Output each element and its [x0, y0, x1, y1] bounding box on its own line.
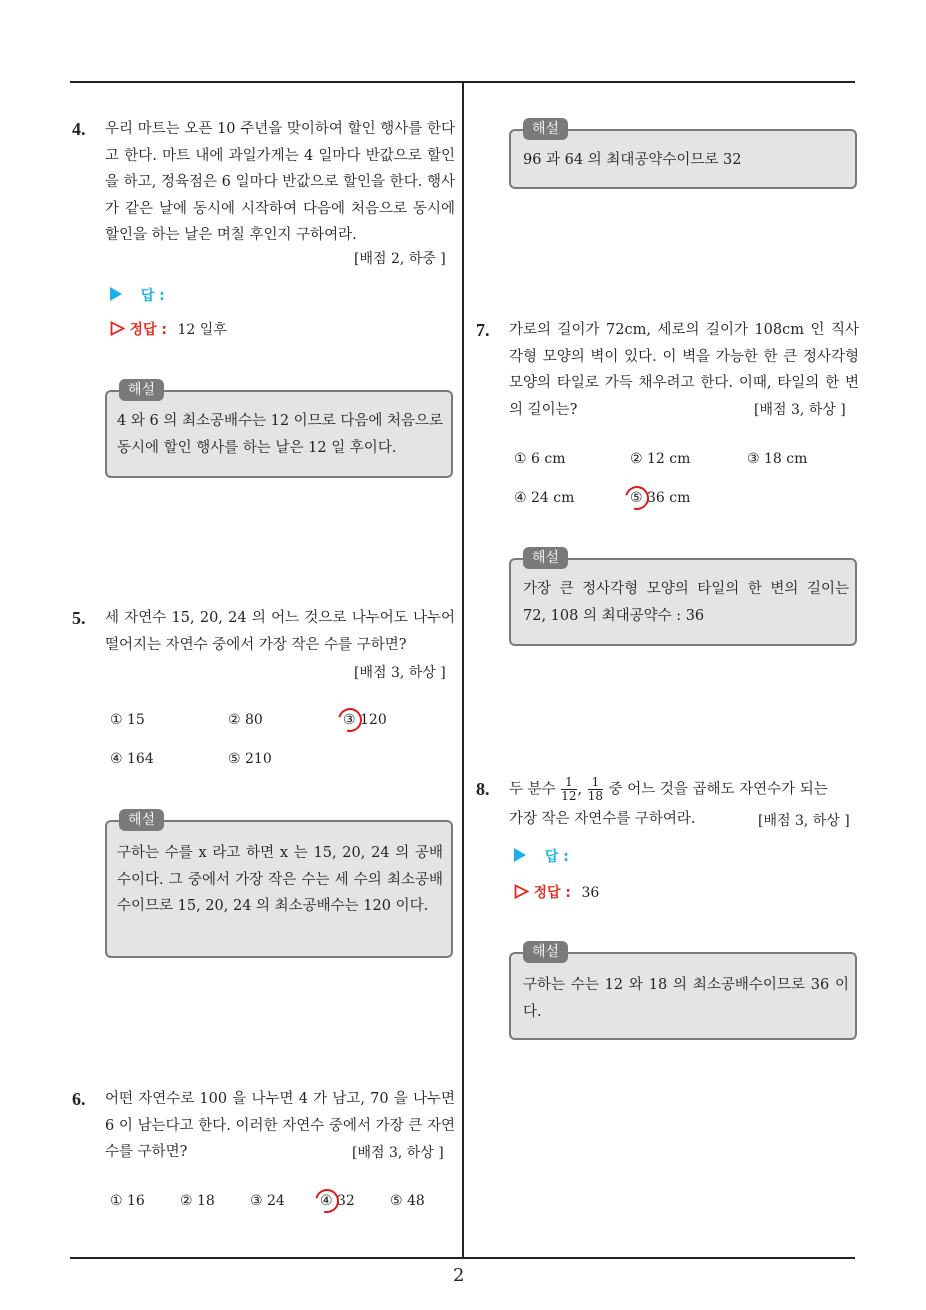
page-number: 2 — [453, 1265, 465, 1286]
question-number: 6. — [72, 1089, 86, 1109]
option-5[interactable]: ⑤ 36 cm — [630, 490, 691, 506]
option-2[interactable]: ② 80 — [228, 712, 263, 728]
answer-row — [110, 285, 165, 305]
question-number: 8. — [476, 779, 490, 799]
answer-label: 답 : — [544, 849, 569, 865]
hollow-triangle-icon — [514, 884, 529, 899]
explanation-tag: 해설 — [523, 118, 568, 140]
option-2[interactable]: ② 12 cm — [630, 451, 691, 467]
selected-answer-circle — [621, 482, 654, 515]
option-4[interactable]: ④ 32 — [320, 1193, 355, 1209]
question-text: 세 자연수 15, 20, 24 의 어느 것으로 나누어도 나누어 떨어지는 자연수 중에서 가장 작은 수를 구하면? — [105, 610, 455, 653]
explanation-tag: 해설 — [119, 379, 164, 401]
question-5 — [72, 605, 457, 665]
option-1[interactable]: ① 15 — [110, 712, 145, 728]
answer-label: 답 : — [140, 288, 165, 304]
explanation-text: 구하는 수를 x 라고 하면 x 는 15, 20, 24 의 공배수이다. 그 중에서 가장 작은 수는 세 수의 최소공배수이므로 15, 20, 24 의 최소공배수는 120 이다. — [117, 845, 443, 914]
fraction-separator: , — [577, 781, 583, 798]
option-1[interactable]: ① 6 cm — [514, 451, 566, 467]
explanation-tag: 해설 — [523, 941, 568, 963]
play-icon — [514, 848, 526, 862]
explanation-box — [509, 944, 857, 1040]
explanation-text: 96 과 64 의 최대공약수이므로 32 — [523, 152, 742, 168]
play-icon — [110, 287, 122, 301]
explanation-text: 4 와 6 의 최소공배수는 12 이므로 다음에 처음으로 동시에 할인 행사를 하는 날은 12 일 후이다. — [117, 413, 443, 456]
explanation-text: 구하는 수는 12 와 18 의 최소공배수이므로 36 이다. — [523, 977, 849, 1020]
option-5[interactable]: ⑤ 48 — [390, 1193, 425, 1209]
hollow-triangle-icon — [110, 321, 125, 336]
question-text — [509, 776, 864, 803]
explanation-text: 가장 큰 정사각형 모양의 타일의 한 변의 길이는 72, 108 의 최대공약수 : 36 — [523, 581, 849, 624]
explanation-box — [105, 382, 453, 478]
option-3[interactable]: ③ 24 — [250, 1193, 285, 1209]
question-text-after: 중 어느 것을 곱해도 자연수가 되는 — [608, 781, 828, 798]
question-text: 어떤 자연수로 100 을 나누면 4 가 남고, 70 을 나누면 6 이 남는다고 한다. 이러한 자연수 중에서 가장 큰 자연수를 구하면? — [105, 1091, 455, 1160]
option-5[interactable]: ⑤ 210 — [228, 751, 272, 767]
question-text: 가로의 길이가 72cm, 세로의 길이가 108cm 인 직사각형 모양의 벽이 있다. 이 벽을 가능한 한 큰 정사각형 모양의 타일로 가득 채우려고 한다. 이때, 타일의 한 변의 길이는? — [509, 322, 859, 418]
score-meta: [배점 3, 하상 ] — [754, 402, 846, 418]
fraction-2: $\frac{1}{18}$ — [587, 775, 604, 803]
correct-value: 12 일후 — [177, 322, 227, 338]
correct-answer-row — [514, 882, 599, 902]
answer-row — [514, 846, 569, 866]
correct-answer-row — [110, 319, 227, 339]
fraction-1: $\frac{1}{12}$ — [561, 775, 577, 803]
explanation-tag: 해설 — [523, 547, 568, 569]
question-text-before: 두 분수 — [509, 781, 556, 798]
score-meta: [배점 3, 하상 ] — [352, 1145, 444, 1161]
question-number: 4. — [72, 119, 86, 139]
option-3[interactable]: ③ 120 — [343, 712, 387, 728]
option-3[interactable]: ③ 18 cm — [747, 451, 808, 467]
question-text-line2: 가장 작은 자연수를 구하여라. — [509, 811, 696, 827]
score-meta: [배점 3, 하상 ] — [354, 665, 446, 681]
option-1[interactable]: ① 16 — [110, 1193, 145, 1209]
score-meta: [배점 3, 하상 ] — [758, 813, 850, 829]
option-2[interactable]: ② 18 — [180, 1193, 215, 1209]
option-4[interactable]: ④ 164 — [110, 751, 154, 767]
option-4[interactable]: ④ 24 cm — [514, 490, 575, 506]
explanation-box — [105, 812, 453, 958]
bottom-rule — [70, 1257, 855, 1259]
selected-answer-circle — [334, 704, 367, 737]
explanation-tag: 해설 — [119, 809, 164, 831]
selected-answer-circle — [311, 1185, 344, 1218]
explanation-box — [509, 550, 857, 646]
score-meta: [배점 2, 하중 ] — [354, 251, 446, 267]
correct-label: 정답 : — [129, 322, 167, 338]
question-number: 5. — [72, 608, 86, 628]
question-text: 우리 마트는 오픈 10 주년을 맞이하여 할인 행사를 한다고 한다. 마트 내에 과일가게는 4 일마다 반값으로 할인을 하고, 정육점은 6 일마다 반값으로 할인을 한다. 행사가 같은 날에 동시에 시작하여 다음에 처음으로 동시에 할인을 하는 날은 며칠 후인지 구하여라. — [105, 121, 455, 243]
column-divider — [462, 82, 464, 1257]
correct-value: 36 — [581, 885, 600, 901]
correct-label: 정답 : — [533, 885, 571, 901]
question-number: 7. — [476, 320, 490, 340]
explanation-box — [509, 121, 857, 189]
